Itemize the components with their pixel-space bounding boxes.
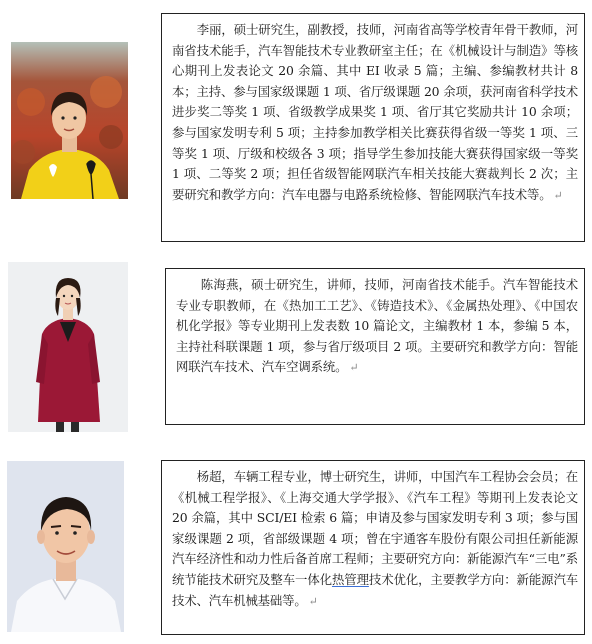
bio-text: 陈海燕，硕士研究生，讲师，技师，河南省技术能手。汽车智能技术专业专职教师，在《热加工工艺》、《铸造技术》、《金属热处理》、《中国农机化学报》等专业期刊上发表数 10 篇论文，主编教材 1 本，参编 5 本，主持社科联课题 1 项，参与省厅级项目 2 项。主要研究和教学方向：智能网联汽车技术、汽车空调系统。 ↵ [176, 277, 578, 375]
portrait-photo-3 [7, 461, 124, 632]
portrait-photo-woman-yellow-sweater [11, 42, 128, 199]
portrait-photo-2 [8, 262, 128, 432]
paragraph-mark-icon: ↵ [553, 188, 563, 202]
bio-text: 李丽，硕士研究生，副教授，技师，河南省高等学校青年骨干教师，河南省技术能手，汽车智能技术专业教研室主任；在《机械设计与制造》等核心期刊上发表论文 20 余篇、其中 EI 收录 5 篇；主编、参编教材共计 8 本；主持、参与国家级课题 1 项、省厅级课题 20 余项，获河南省科学技术进步奖二等奖 1 项、省级教学成果奖 1 项、省厅其它奖励共计 10 余项；参与国家发明专利 5 项；主持参加教学相关比赛获得省级一等奖 1 项、三等奖 1 项、厅级和校级各 3 项；指导学生参加技能大赛获得国家级一等奖 1 项、二等奖 2 项；担任省级智能网联汽车相关技能大赛裁判长 2 次；主要研究和教学方向：汽车电器与电路系统检修、智能网联汽车技术等。 ↵ [172, 22, 578, 202]
portrait-photo-man-white-shirt [7, 461, 124, 632]
paragraph-mark-icon: ↵ [349, 361, 359, 375]
bio-box-2 [165, 268, 585, 425]
bio-box-3 [161, 460, 585, 635]
paragraph-mark-icon: ↵ [308, 594, 318, 608]
underlined-term: 热管理 [331, 571, 369, 587]
bio-text: 杨超，车辆工程专业，博士研究生，讲师，中国汽车工程协会会员；在《机械工程学报》、《上海交通大学学报》、《汽车工程》等期刊上发表论文 20 余篇，其中 SCI/EI 检索 6 篇；申请及参与国家发明专利 3 项；参与国家级课题 2 项，省部级课题 4 项；曾在宇通客车股份有限公司担任新能源汽车经济性和动力性后备首席工程师；主要研究方向：新能源汽车“三电”系统节能技术研究及整车一体化热管理技术优化，主要教学方向：新能源汽车技术、汽车机械基础等。 ↵ [172, 469, 578, 608]
bio-box-1 [161, 13, 585, 242]
portrait-photo-woman-red-coat [8, 262, 128, 432]
portrait-photo-1 [11, 42, 128, 199]
